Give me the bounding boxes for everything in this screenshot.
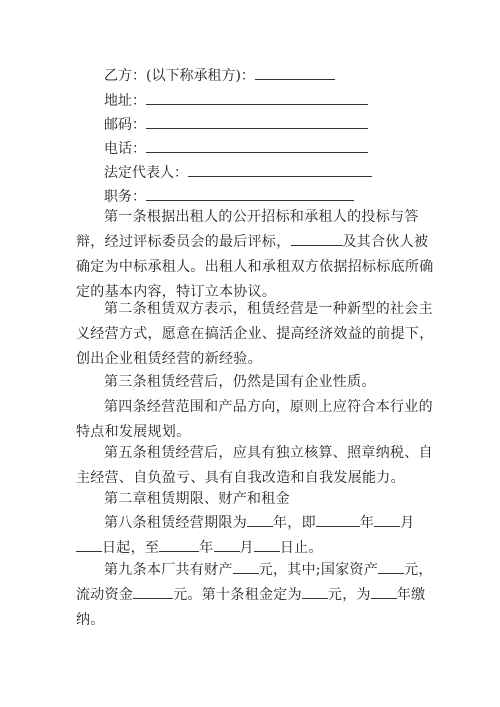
article-9-text-c: 元，流动资金 (76, 562, 433, 603)
article-8-text-a: 第八条租赁经营期限为 (104, 515, 247, 531)
article-1-text-b: 及其合伙人被确定为中标承租人。出租人和承租双方依据招标标底所确定的基本内容，特订立本协议。 (76, 234, 434, 300)
phone-line (104, 139, 368, 158)
article-9-text-b: 元，其中;国家资产 (258, 562, 379, 578)
article-3-text: 第三条租赁经营后，仍然是国有企业性质。 (104, 374, 376, 390)
state-assets-blank[interactable] (378, 561, 404, 574)
working-capital-blank[interactable] (133, 586, 173, 599)
article-8-text-g: 月 (239, 540, 254, 556)
address-line (104, 91, 368, 110)
position-blank[interactable] (146, 187, 354, 201)
start-day-blank[interactable] (76, 539, 102, 552)
article-9-text-a: 第九条本厂共有财产 (104, 562, 233, 578)
article-5-text: 第五条租赁经营后，应具有独立核算、照章纳税、自主经营、自负盈亏、具有自我改造和自我发展能力。 (76, 445, 433, 486)
address-label: 地址： (104, 93, 146, 109)
party-b-name-blank[interactable] (255, 66, 335, 80)
address-blank[interactable] (146, 91, 368, 105)
legal-rep-line (104, 163, 372, 182)
article-5 (76, 441, 436, 491)
article-3 (76, 370, 436, 395)
legal-rep-blank[interactable] (188, 163, 372, 177)
position-label: 职务： (104, 189, 146, 205)
party-b-title: 乙方：(以下称承租方)： (104, 68, 255, 84)
article-8-text-h: 日止。 (279, 540, 323, 556)
article-4 (76, 395, 436, 445)
phone-label: 电话： (104, 141, 146, 157)
start-month-blank[interactable] (374, 514, 400, 527)
end-day-blank[interactable] (254, 539, 280, 552)
article-8-text-d: 月 (400, 515, 415, 531)
end-month-blank[interactable] (214, 539, 240, 552)
phone-blank[interactable] (146, 139, 368, 153)
article-8-text-e: 日起，至 (102, 540, 160, 556)
article-9 (76, 558, 436, 633)
article-9-text-f: 年缴纳。 (76, 587, 426, 628)
postcode-line (104, 115, 368, 134)
article-9-text-e: 元，为 (327, 587, 371, 603)
postcode-label: 邮码： (104, 117, 146, 133)
article-1-blank[interactable] (291, 233, 343, 246)
article-2-text: 第二条租赁双方表示，租赁经营是一种新型的社会主义经营方式，愿意在搞活企业、提高经济效益的前提下，创出企业租赁经营的新经验。 (76, 301, 434, 367)
start-year-blank[interactable] (316, 514, 360, 527)
article-8 (76, 511, 436, 561)
postcode-blank[interactable] (146, 115, 368, 129)
article-8-text-b: 年，即 (273, 515, 316, 531)
article-2 (76, 297, 436, 372)
chapter-2-heading (76, 487, 436, 512)
article-9-text-d: 元。第十条租金定为 (173, 587, 302, 603)
party-b-title-line (104, 66, 335, 85)
term-years-blank[interactable] (247, 514, 273, 527)
end-year-blank[interactable] (159, 539, 199, 552)
position-line (104, 187, 354, 206)
article-8-text-c: 年 (359, 515, 375, 531)
article-1-text-a: 第一条根据出租人的公开招标和承租人的投标与答辩，经过评标委员会的最后评标， (76, 209, 419, 250)
article-1 (76, 205, 436, 305)
total-assets-blank[interactable] (233, 561, 259, 574)
rent-years-blank[interactable] (371, 586, 397, 599)
rent-amount-blank[interactable] (302, 586, 328, 599)
chapter-2-title: 第二章租赁期限、财产和租金 (104, 491, 290, 507)
article-4-text: 第四条经营范围和产品方向，原则上应符合本行业的特点和发展规划。 (76, 399, 433, 440)
legal-rep-label: 法定代表人： (104, 165, 188, 181)
article-8-text-f: 年 (199, 540, 214, 556)
